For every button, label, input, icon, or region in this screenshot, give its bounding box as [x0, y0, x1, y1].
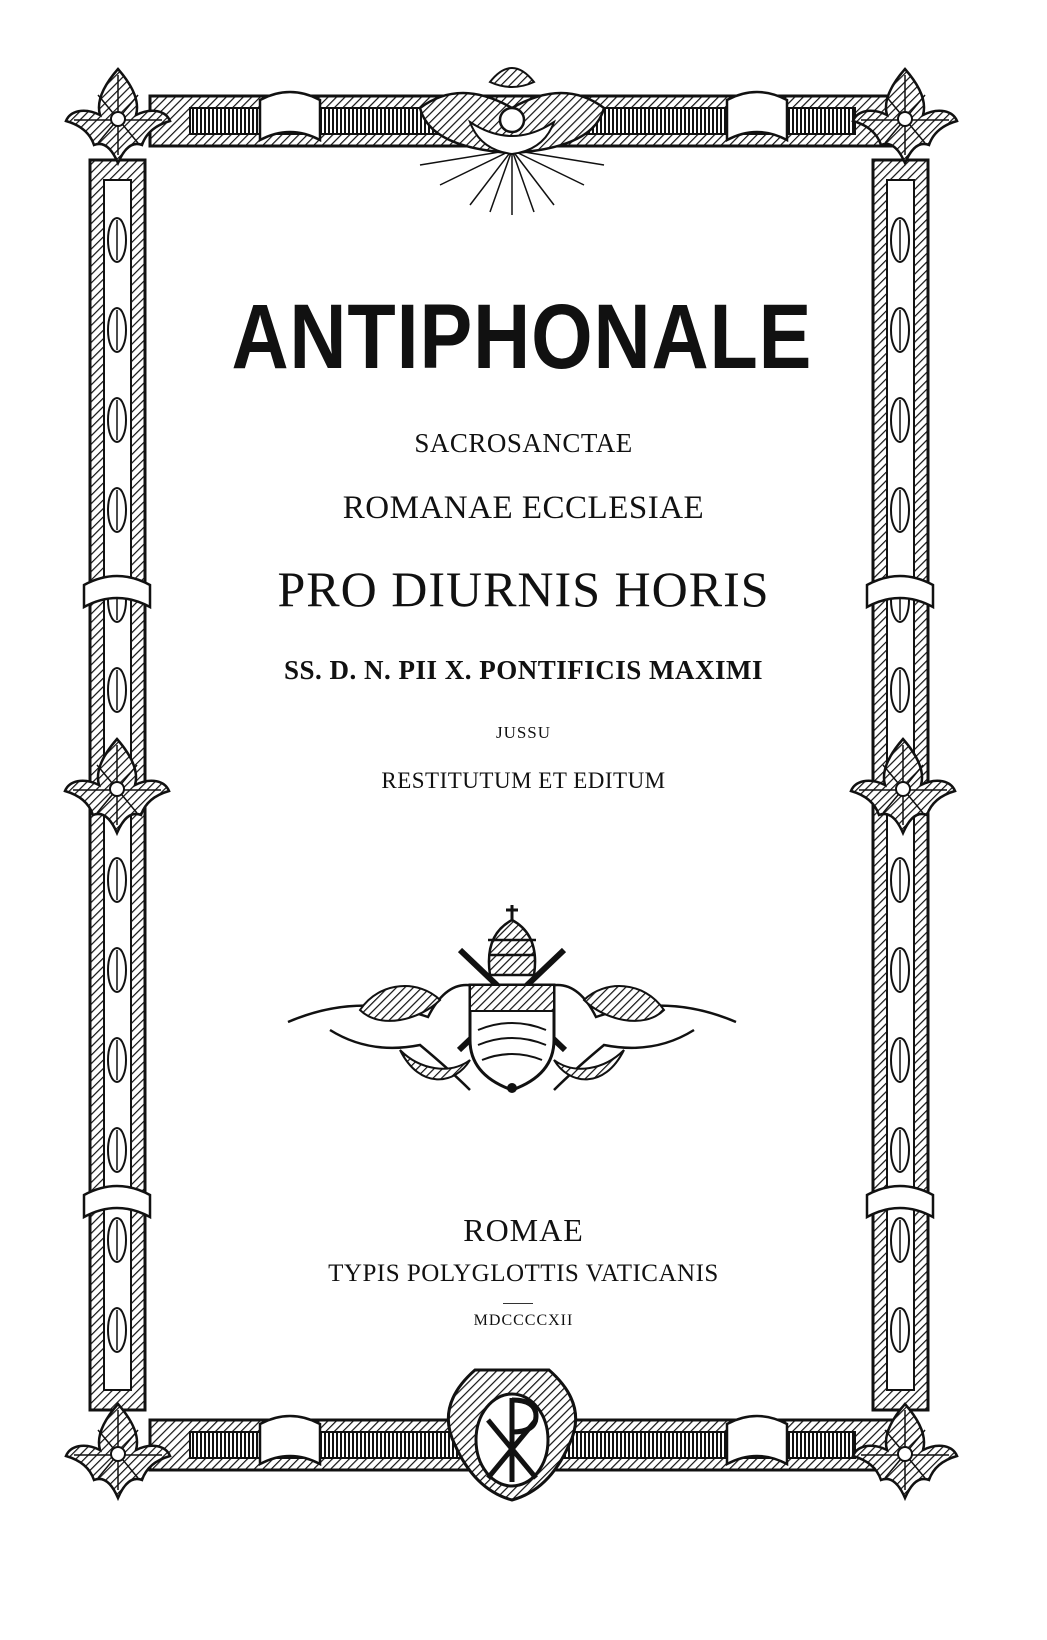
jussu-line: JUSSU	[495, 723, 552, 742]
subtitle-sacrosanctae: SACROSANCTAE	[414, 428, 633, 458]
acanthus-leaf-icon	[853, 1404, 957, 1498]
restitutum-line: RESTITUTUM ET EDITUM	[381, 768, 666, 793]
imprint-year: MDCCCCXII	[473, 1312, 574, 1329]
acanthus-leaf-icon	[66, 69, 170, 163]
book-title: ANTIPHONALE	[231, 286, 813, 388]
papal-arms-icon	[288, 905, 736, 1093]
imprint-place: ROMAE	[463, 1212, 584, 1248]
imprint-printer: TYPIS POLYGLOTTIS VATICANIS	[328, 1260, 719, 1287]
imprint-divider	[503, 1303, 533, 1304]
subtitle-romanae-ecclesiae: ROMANAE ECCLESIAE	[342, 490, 705, 526]
acanthus-leaf-icon	[66, 1404, 170, 1498]
subtitle-pro-diurnis-horis: PRO DIURNIS HORIS	[277, 561, 770, 617]
authority-line: SS. D. N. PII X. PONTIFICIS MAXIMI	[283, 655, 764, 685]
acanthus-leaf-icon	[853, 69, 957, 163]
chi-rho-icon	[448, 1370, 575, 1500]
